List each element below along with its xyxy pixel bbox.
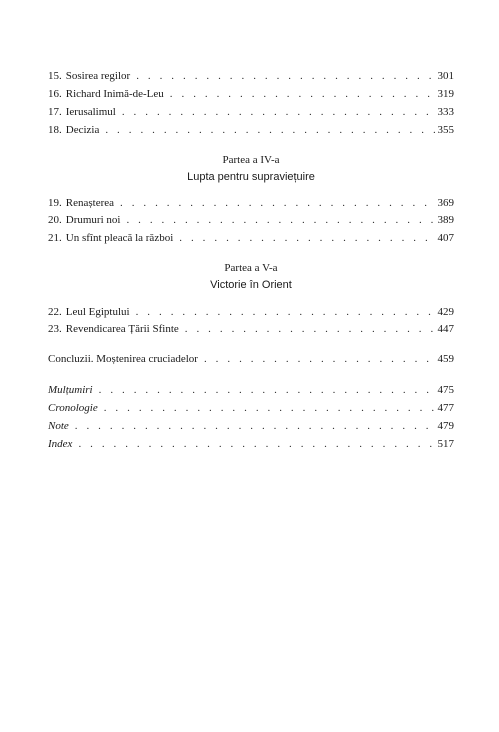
chapter-number: 16. <box>48 88 62 100</box>
toc-entry-17 <box>48 105 454 119</box>
chapter-number: 20. <box>48 214 62 226</box>
page-number: 459 <box>437 353 454 365</box>
chapter-title: Revendicarea Țării Sfinte <box>65 323 179 335</box>
dot-leader <box>104 401 435 415</box>
page-number: 429 <box>437 306 454 318</box>
chapter-number: 21. <box>48 232 62 244</box>
toc-entry-22 <box>48 305 454 319</box>
dot-leader <box>105 123 434 137</box>
toc-entry-chronology <box>48 401 454 415</box>
chapter-title: Decizia <box>65 124 100 136</box>
back-matter-title: Mulțumiri <box>48 384 93 396</box>
page-number: 369 <box>437 197 454 209</box>
dot-leader <box>185 322 435 336</box>
page-number: 517 <box>437 438 454 450</box>
dot-leader <box>204 352 435 366</box>
page-number: 333 <box>437 106 454 118</box>
dot-leader <box>136 69 434 83</box>
back-matter-title: Cronologie <box>48 402 98 414</box>
toc-entry-16 <box>48 87 454 101</box>
page-number: 447 <box>437 323 454 335</box>
part-v-label: Partea a V-a <box>224 262 278 274</box>
chapter-number: 23. <box>48 323 62 335</box>
conclusion-title: Concluzii. Moștenirea cruciadelor <box>48 353 198 365</box>
toc-entry-conclusion <box>48 352 454 366</box>
toc-entry-20 <box>48 213 454 227</box>
chapter-title: Renașterea <box>65 197 114 209</box>
back-matter-title: Index <box>48 438 73 450</box>
chapter-title: Drumuri noi <box>65 214 121 226</box>
part-v-title: Victorie în Orient <box>210 279 292 291</box>
dot-leader <box>136 305 435 319</box>
page-number: 355 <box>437 124 454 136</box>
page-number: 475 <box>437 384 454 396</box>
toc-entry-19 <box>48 196 454 210</box>
chapter-number: 19. <box>48 197 62 209</box>
chapter-number: 15. <box>48 70 62 82</box>
dot-leader <box>122 105 435 119</box>
dot-leader <box>120 196 435 210</box>
page-number: 407 <box>437 232 454 244</box>
dot-leader <box>170 87 435 101</box>
toc-entry-15 <box>48 69 454 83</box>
dot-leader <box>78 437 434 451</box>
part-iv-title: Lupta pentru supraviețuire <box>187 171 315 183</box>
part-iv-label: Partea a IV-a <box>222 154 280 166</box>
toc-entry-23 <box>48 322 454 336</box>
toc-entry-index <box>48 437 454 451</box>
page-number: 389 <box>437 214 454 226</box>
dot-leader <box>126 213 434 227</box>
page-number: 319 <box>437 88 454 100</box>
chapter-title: Un sfînt pleacă la război <box>65 232 174 244</box>
page-number: 301 <box>437 70 454 82</box>
chapter-number: 22. <box>48 306 62 318</box>
chapter-title: Leul Egiptului <box>65 306 130 318</box>
chapter-number: 18. <box>48 124 62 136</box>
chapter-title: Richard Inimă-de-Leu <box>65 88 164 100</box>
toc-entry-18 <box>48 123 454 137</box>
page-number: 477 <box>437 402 454 414</box>
toc-entry-21 <box>48 231 454 245</box>
chapter-number: 17. <box>48 106 62 118</box>
dot-leader <box>99 383 435 397</box>
page-number: 479 <box>437 420 454 432</box>
chapter-title: Ierusalimul <box>65 106 116 118</box>
dot-leader <box>75 419 435 433</box>
toc-entry-notes <box>48 419 454 433</box>
back-matter-title: Note <box>48 420 69 432</box>
chapter-title: Sosirea regilor <box>65 70 131 82</box>
dot-leader <box>179 231 434 245</box>
toc-entry-acknowledgements <box>48 383 454 397</box>
